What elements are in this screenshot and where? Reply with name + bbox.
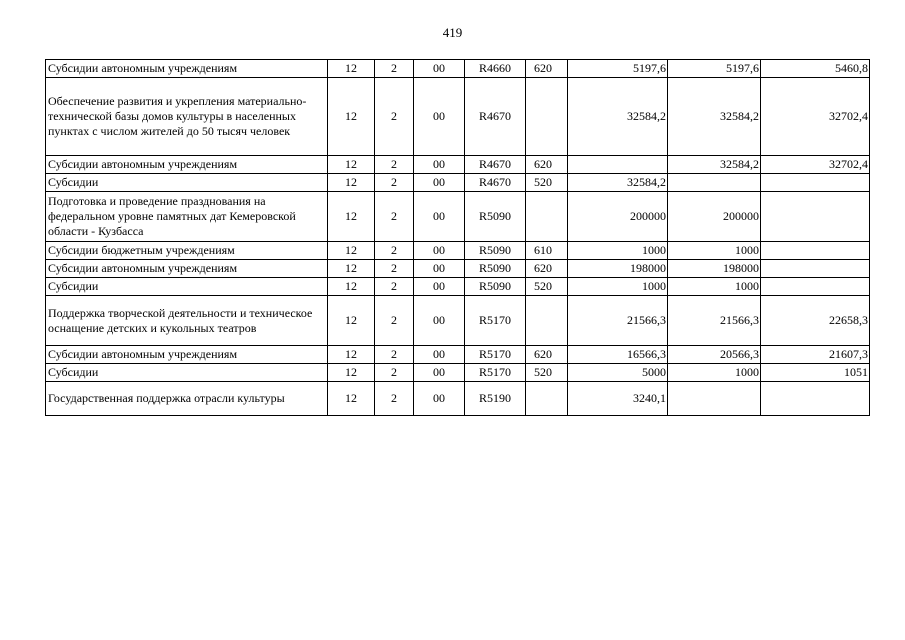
- cell-value-2: [668, 382, 761, 416]
- cell-target-code: R5090: [465, 260, 526, 278]
- cell-subsection: 2: [375, 192, 414, 242]
- cell-section: 12: [328, 60, 375, 78]
- cell-section: 12: [328, 174, 375, 192]
- table-row: [46, 174, 870, 192]
- cell-target-code: R4670: [465, 156, 526, 174]
- cell-value-2: 32584,2: [668, 156, 761, 174]
- cell-section: 12: [328, 278, 375, 296]
- row-name: Субсидии автономным учреждениям: [46, 60, 328, 78]
- cell-expense-type: 520: [526, 278, 568, 296]
- cell-value-1: 198000: [568, 260, 668, 278]
- cell-value-3: [761, 174, 870, 192]
- cell-expense-type: [526, 382, 568, 416]
- cell-value-2: [668, 174, 761, 192]
- cell-value-3: 22658,3: [761, 296, 870, 346]
- cell-target-code: R5090: [465, 278, 526, 296]
- cell-section: 12: [328, 156, 375, 174]
- row-name: Государственная поддержка отрасли культуры: [46, 382, 328, 416]
- cell-subsection: 2: [375, 156, 414, 174]
- cell-subsection: 2: [375, 174, 414, 192]
- cell-section: 12: [328, 364, 375, 382]
- table-row: [46, 156, 870, 174]
- cell-value-3: [761, 192, 870, 242]
- cell-program: 00: [414, 278, 465, 296]
- cell-value-1: 3240,1: [568, 382, 668, 416]
- row-name: Субсидии: [46, 364, 328, 382]
- cell-target-code: R5170: [465, 364, 526, 382]
- cell-value-1: 1000: [568, 278, 668, 296]
- row-name: Субсидии: [46, 278, 328, 296]
- cell-value-3: 5460,8: [761, 60, 870, 78]
- cell-program: 00: [414, 192, 465, 242]
- cell-value-2: 200000: [668, 192, 761, 242]
- cell-program: 00: [414, 364, 465, 382]
- cell-value-3: [761, 260, 870, 278]
- cell-section: 12: [328, 192, 375, 242]
- cell-subsection: 2: [375, 60, 414, 78]
- cell-expense-type: 620: [526, 60, 568, 78]
- cell-value-2: 32584,2: [668, 78, 761, 156]
- row-name: Обеспечение развития и укрепления материально-технической базы домов культуры в населенных пунктах с числом жителей до 50 тысяч человек: [46, 78, 328, 156]
- cell-expense-type: 620: [526, 156, 568, 174]
- cell-value-2: 1000: [668, 278, 761, 296]
- cell-section: 12: [328, 346, 375, 364]
- table-row: [46, 346, 870, 364]
- cell-target-code: R4660: [465, 60, 526, 78]
- cell-value-2: 21566,3: [668, 296, 761, 346]
- cell-section: 12: [328, 78, 375, 156]
- cell-program: 00: [414, 382, 465, 416]
- cell-value-3: 32702,4: [761, 78, 870, 156]
- table-row: [46, 260, 870, 278]
- cell-value-2: 20566,3: [668, 346, 761, 364]
- cell-target-code: R5090: [465, 242, 526, 260]
- cell-expense-type: [526, 192, 568, 242]
- cell-value-1: 21566,3: [568, 296, 668, 346]
- cell-value-3: [761, 382, 870, 416]
- cell-expense-type: [526, 296, 568, 346]
- cell-subsection: 2: [375, 78, 414, 156]
- cell-value-2: 1000: [668, 242, 761, 260]
- cell-value-1: 200000: [568, 192, 668, 242]
- cell-section: 12: [328, 260, 375, 278]
- cell-target-code: R5170: [465, 346, 526, 364]
- cell-value-1: 32584,2: [568, 174, 668, 192]
- cell-program: 00: [414, 296, 465, 346]
- cell-value-1: 5197,6: [568, 60, 668, 78]
- cell-program: 00: [414, 156, 465, 174]
- cell-subsection: 2: [375, 242, 414, 260]
- cell-section: 12: [328, 296, 375, 346]
- cell-subsection: 2: [375, 296, 414, 346]
- row-name: Подготовка и проведение празднования на федеральном уровне памятных дат Кемеровской области - Кузбасса: [46, 192, 328, 242]
- cell-program: 00: [414, 346, 465, 364]
- table-row: [46, 192, 870, 242]
- cell-value-3: [761, 242, 870, 260]
- cell-target-code: R5090: [465, 192, 526, 242]
- cell-value-1: 1000: [568, 242, 668, 260]
- cell-program: 00: [414, 260, 465, 278]
- cell-value-2: 5197,6: [668, 60, 761, 78]
- cell-expense-type: 620: [526, 260, 568, 278]
- cell-section: 12: [328, 382, 375, 416]
- cell-section: 12: [328, 242, 375, 260]
- cell-value-3: 32702,4: [761, 156, 870, 174]
- cell-subsection: 2: [375, 364, 414, 382]
- row-name: Субсидии: [46, 174, 328, 192]
- cell-value-1: 16566,3: [568, 346, 668, 364]
- row-name: Субсидии бюджетным учреждениям: [46, 242, 328, 260]
- cell-expense-type: 610: [526, 242, 568, 260]
- cell-expense-type: [526, 78, 568, 156]
- row-name: Субсидии автономным учреждениям: [46, 260, 328, 278]
- cell-target-code: R5190: [465, 382, 526, 416]
- table-row: [46, 78, 870, 156]
- cell-program: 00: [414, 60, 465, 78]
- cell-value-1: 32584,2: [568, 78, 668, 156]
- cell-target-code: R5170: [465, 296, 526, 346]
- cell-expense-type: 520: [526, 174, 568, 192]
- budget-table: [45, 59, 870, 416]
- cell-value-3: 21607,3: [761, 346, 870, 364]
- cell-subsection: 2: [375, 382, 414, 416]
- cell-value-2: 1000: [668, 364, 761, 382]
- table-row: [46, 382, 870, 416]
- cell-subsection: 2: [375, 278, 414, 296]
- cell-value-3: 1051: [761, 364, 870, 382]
- cell-subsection: 2: [375, 260, 414, 278]
- table-row: [46, 242, 870, 260]
- cell-program: 00: [414, 242, 465, 260]
- cell-expense-type: 620: [526, 346, 568, 364]
- row-name: Субсидии автономным учреждениям: [46, 156, 328, 174]
- table-row: [46, 60, 870, 78]
- cell-subsection: 2: [375, 346, 414, 364]
- cell-expense-type: 520: [526, 364, 568, 382]
- cell-value-3: [761, 278, 870, 296]
- cell-target-code: R4670: [465, 78, 526, 156]
- table-row: [46, 278, 870, 296]
- cell-program: 00: [414, 78, 465, 156]
- cell-value-1: 5000: [568, 364, 668, 382]
- cell-value-1: [568, 156, 668, 174]
- table-row: [46, 364, 870, 382]
- row-name: Субсидии автономным учреждениям: [46, 346, 328, 364]
- cell-program: 00: [414, 174, 465, 192]
- cell-target-code: R4670: [465, 174, 526, 192]
- cell-value-2: 198000: [668, 260, 761, 278]
- row-name: Поддержка творческой деятельности и техническое оснащение детских и кукольных театров: [46, 296, 328, 346]
- table-row: [46, 296, 870, 346]
- page-number: 419: [442, 25, 463, 40]
